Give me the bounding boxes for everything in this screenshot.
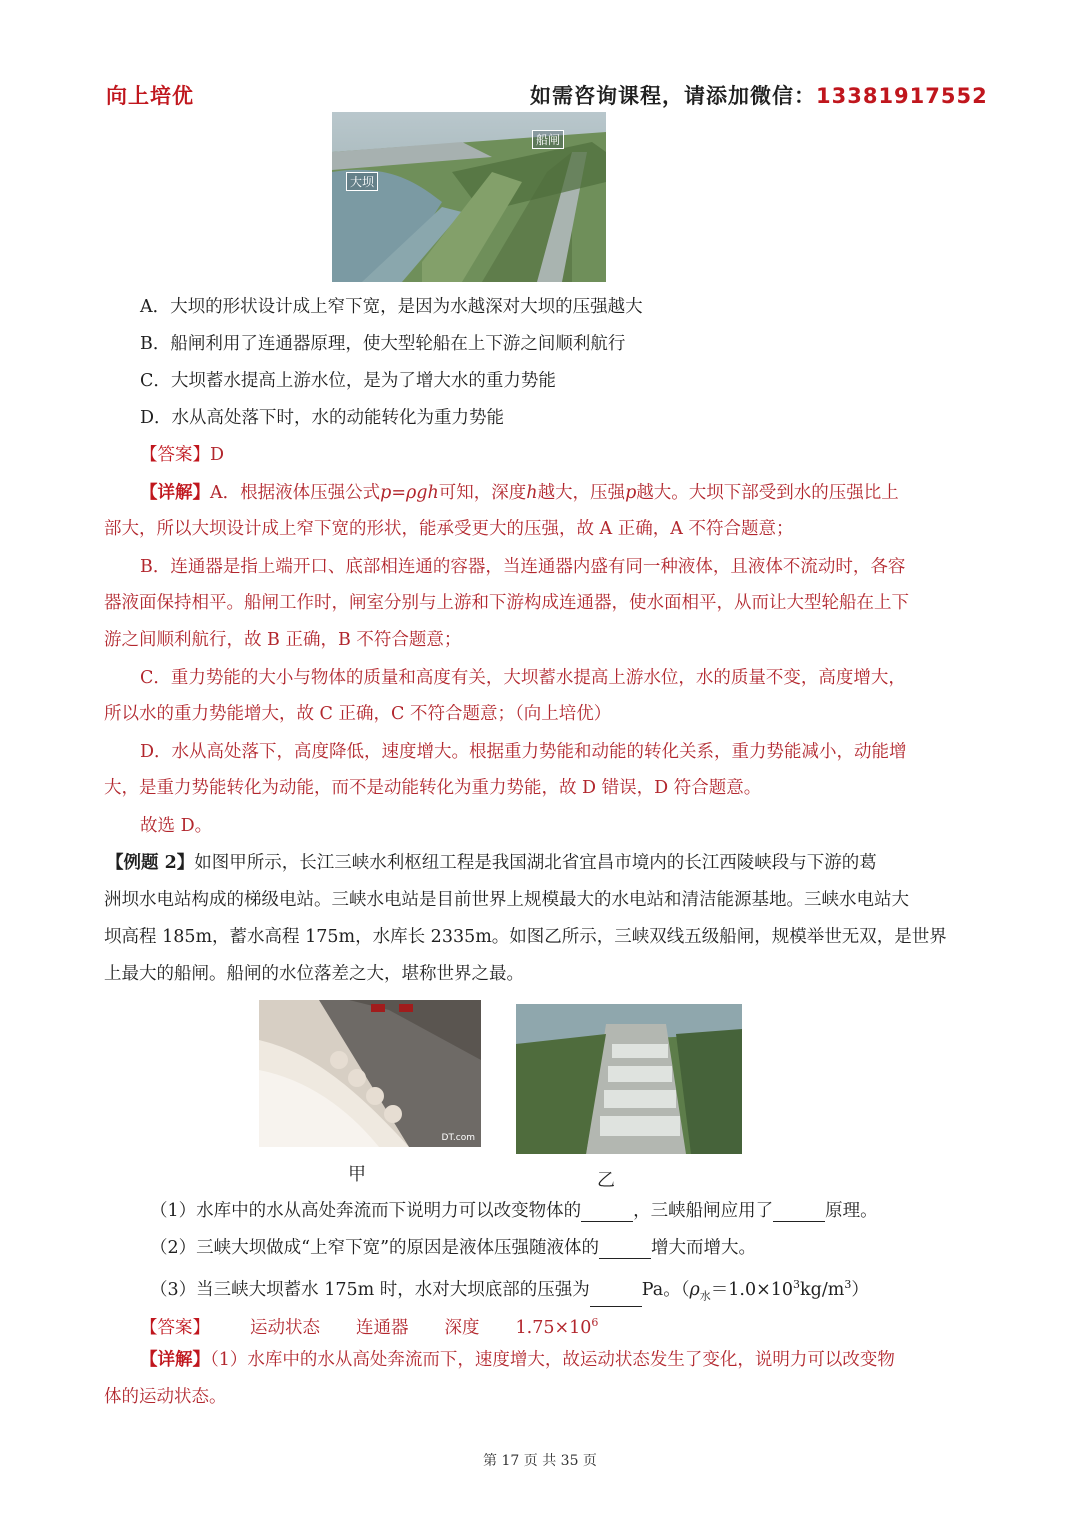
aerial-photo-illustration [332, 112, 606, 282]
example-2-line-2: 洲坝水电站构成的梯级电站。三峡水电站是目前世界上规模最大的水电站和清洁能源基地。三峡水电站大 [104, 890, 909, 910]
example-2-tag: 【例题 2】 [106, 853, 195, 873]
explain-1-line-8: D．水从高处落下，高度降低，速度增大。根据重力势能和动能的转化关系，重力势能减小，动能增 [140, 742, 907, 762]
example-2-line-3: 坝高程 185m，蓄水高程 175m，水库长 2335m。如图乙所示，三峡双线五级船闸，规模举世无双，是世界 [104, 927, 947, 947]
option-b: B．船闸利用了连通器原理，使大型轮船在上下游之间顺利航行 [140, 334, 626, 354]
explain-1-line-9: 大，是重力势能转化为动能，而不是动能转化为重力势能，故 D 错误，D 符合题意。 [104, 778, 762, 798]
caption-jia: 甲 [348, 1164, 366, 1185]
photo-ship-lock [516, 1004, 742, 1154]
explain-1-conclusion: 故选 D。 [140, 816, 213, 836]
label-dam: 大坝 [346, 172, 378, 191]
blank-3[interactable] [599, 1241, 651, 1259]
ship-lock-illustration [516, 1004, 742, 1154]
contact-line [530, 80, 988, 110]
explain-1-line-5: 游之间顺利航行，故 B 正确，B 不符合题意； [104, 630, 462, 650]
explain-1-line-3: B．连通器是指上端开口、底部相连通的容器，当连通器内盛有同一种液体，且液体不流动时，各容 [140, 557, 906, 577]
explain-1-line-6: C．重力势能的大小与物体的质量和高度有关，大坝蓄水提高上游水位，水的质量不变，高度增大， [140, 668, 906, 688]
explain-1-line-1: 【详解】A．根据液体压强公式p=ρgh可知，深度h越大，压强p越大。大坝下部受到水的压强比上 [140, 483, 899, 503]
page-footer: 第 17 页 共 35 页 [483, 1453, 597, 1469]
explain-1-line-2: 部大，所以大坝设计成上窄下宽的形状，能承受更大的压强，故 A 正确，A 不符合题意； [104, 519, 794, 539]
option-d: D．水从高处落下时，水的动能转化为重力势能 [140, 408, 505, 428]
explain-1-line-7: 所以水的重力势能增大，故 C 正确，C 不符合题意；（向上培优） [104, 704, 612, 724]
example-2-line-4: 上最大的船闸。船闸的水位落差之大，堪称世界之最。 [104, 964, 524, 984]
contact-prefix: 如需咨询课程，请添加微信： [530, 84, 816, 108]
brand-title: 向上培优 [106, 84, 194, 108]
question-2: （2）三峡大坝做成“上窄下宽”的原因是液体压强随液体的 增大而增大。 [150, 1238, 757, 1258]
caption-yi: 乙 [597, 1170, 615, 1191]
option-c: C．大坝蓄水提高上游水位，是为了增大水的重力势能 [140, 371, 556, 391]
label-ship-lock: 船闸 [532, 130, 564, 149]
wechat-number: 13381917552 [816, 84, 988, 108]
explain-2-line-2: 体的运动状态。 [104, 1387, 227, 1407]
photo-watermark: DT.com [441, 1133, 475, 1143]
option-a: A．大坝的形状设计成上窄下宽，是因为水越深对大坝的压强越大 [140, 297, 643, 317]
blank-4[interactable] [590, 1289, 642, 1307]
answer-2: 【答案】 运动状态 连通器 深度 $1.75\times 10^6$ [140, 1316, 599, 1338]
question-1: （1）水库中的水从高处奔流而下说明力可以改变物体的 ，三峡船闸应用了 原理。 [150, 1201, 878, 1221]
explain-1-line-4: 器液面保持相平。船闸工作时，闸室分别与上游和下游构成连通器，使水面相平，从而让大型轮船在上下 [104, 593, 909, 613]
example-2-line-1: 【例题 2】如图甲所示，长江三峡水利枢纽工程是我国湖北省宜昌市境内的长江西陵峡段与下游的葛 [106, 853, 877, 873]
question-3: （3）当三峡大坝蓄水 175m 时，水对大坝底部的压强为 Pa。$(\rho_水=1.0\times 10^3kg/m^3)$ [150, 1274, 1030, 1307]
dam-spillway-illustration [259, 1000, 481, 1147]
photo-dam-spillway [259, 1000, 481, 1147]
aerial-photo-dam-lock [332, 112, 606, 282]
explain-2-line-1: 【详解】（1）水库中的水从高处奔流而下，速度增大，故运动状态发生了变化，说明力可以改变物 [140, 1350, 895, 1370]
answer-1: 【答案】D [140, 445, 225, 465]
blank-1[interactable] [581, 1204, 633, 1222]
blank-2[interactable] [773, 1204, 825, 1222]
